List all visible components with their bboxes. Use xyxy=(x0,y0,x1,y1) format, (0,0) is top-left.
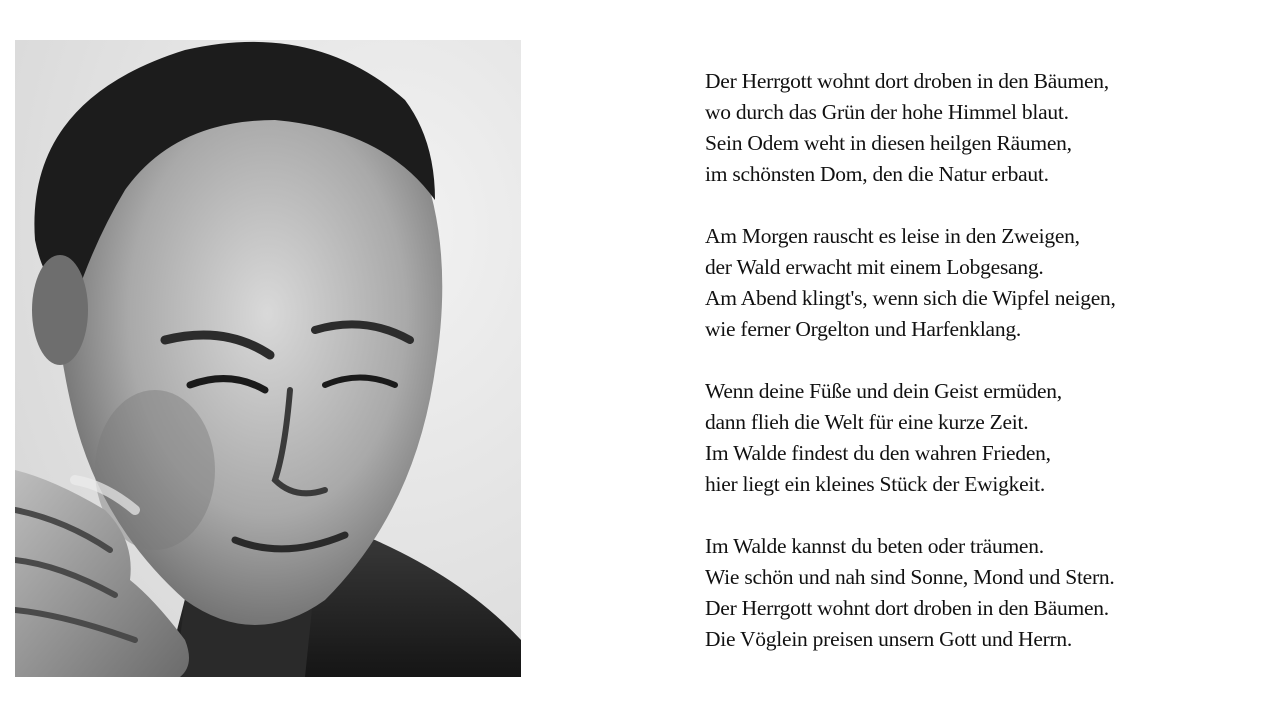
poem-line: Wenn deine Füße und dein Geist ermüden, xyxy=(705,379,1062,403)
poem-line: wie ferner Orgelton und Harfenklang. xyxy=(705,317,1021,341)
poem-stanza xyxy=(705,531,1265,655)
poem-line: Der Herrgott wohnt dort droben in den Bäumen, xyxy=(705,69,1109,93)
poem-stanza xyxy=(705,66,1265,190)
poem-line: Wie schön und nah sind Sonne, Mond und Stern. xyxy=(705,565,1115,589)
poem-line: wo durch das Grün der hohe Himmel blaut. xyxy=(705,100,1069,124)
poem-line: der Wald erwacht mit einem Lobgesang. xyxy=(705,255,1044,279)
poem-line: hier liegt ein kleines Stück der Ewigkeit. xyxy=(705,472,1045,496)
poem-line: Im Walde findest du den wahren Frieden, xyxy=(705,441,1051,465)
poem-line: Der Herrgott wohnt dort droben in den Bäumen. xyxy=(705,596,1109,620)
portrait-photo xyxy=(15,40,521,677)
poem-text xyxy=(705,66,1265,655)
poem-line: Die Vöglein preisen unsern Gott und Herrn. xyxy=(705,627,1073,651)
poem-line: im schönsten Dom, den die Natur erbaut. xyxy=(705,162,1049,186)
poem-line: Im Walde kannst du beten oder träumen. xyxy=(705,534,1044,558)
portrait-photo-icon xyxy=(15,40,521,677)
poem-stanza xyxy=(705,221,1265,345)
poem-line: Sein Odem weht in diesen heilgen Räumen, xyxy=(705,131,1072,155)
poem-stanza xyxy=(705,376,1265,500)
poem-line: Am Morgen rauscht es leise in den Zweigen, xyxy=(705,224,1080,248)
poem-line: dann flieh die Welt für eine kurze Zeit. xyxy=(705,410,1029,434)
poem-line: Am Abend klingt's, wenn sich die Wipfel neigen, xyxy=(705,286,1116,310)
